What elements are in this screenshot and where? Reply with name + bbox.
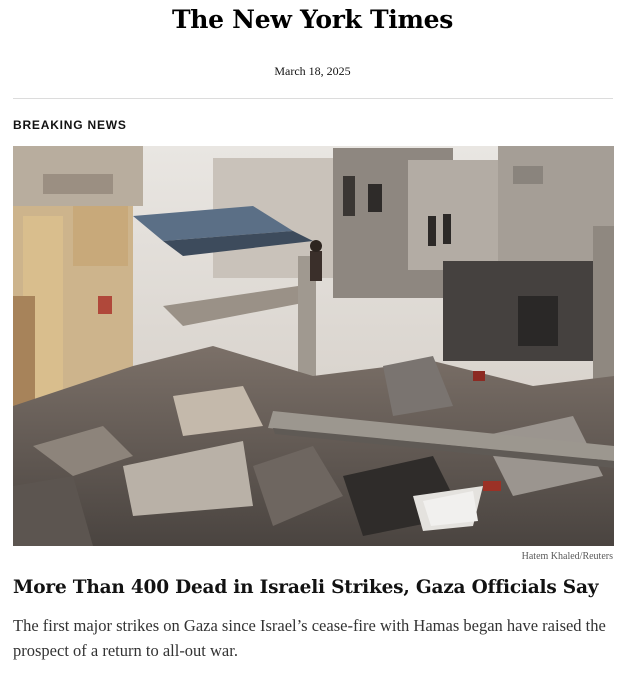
edition-date: March 18, 2025 [274,64,351,78]
article-summary[interactable]: The first major strikes on Gaza since Israel’s cease-fire with Hamas began have raised the prospect of a return to all-out war. [13,616,606,660]
breaking-news-label: BREAKING NEWS [13,118,127,132]
article-headline[interactable]: More Than 400 Dead in Israeli Strikes, Gaza Officials Say [13,577,599,598]
photo-credit: Hatem Khaled/Reuters [521,551,613,562]
nyt-logo[interactable]: The New York Times [171,5,454,34]
article-photo[interactable] [13,146,614,546]
header-divider [13,98,613,99]
rubble-photo-illustration [13,146,614,546]
